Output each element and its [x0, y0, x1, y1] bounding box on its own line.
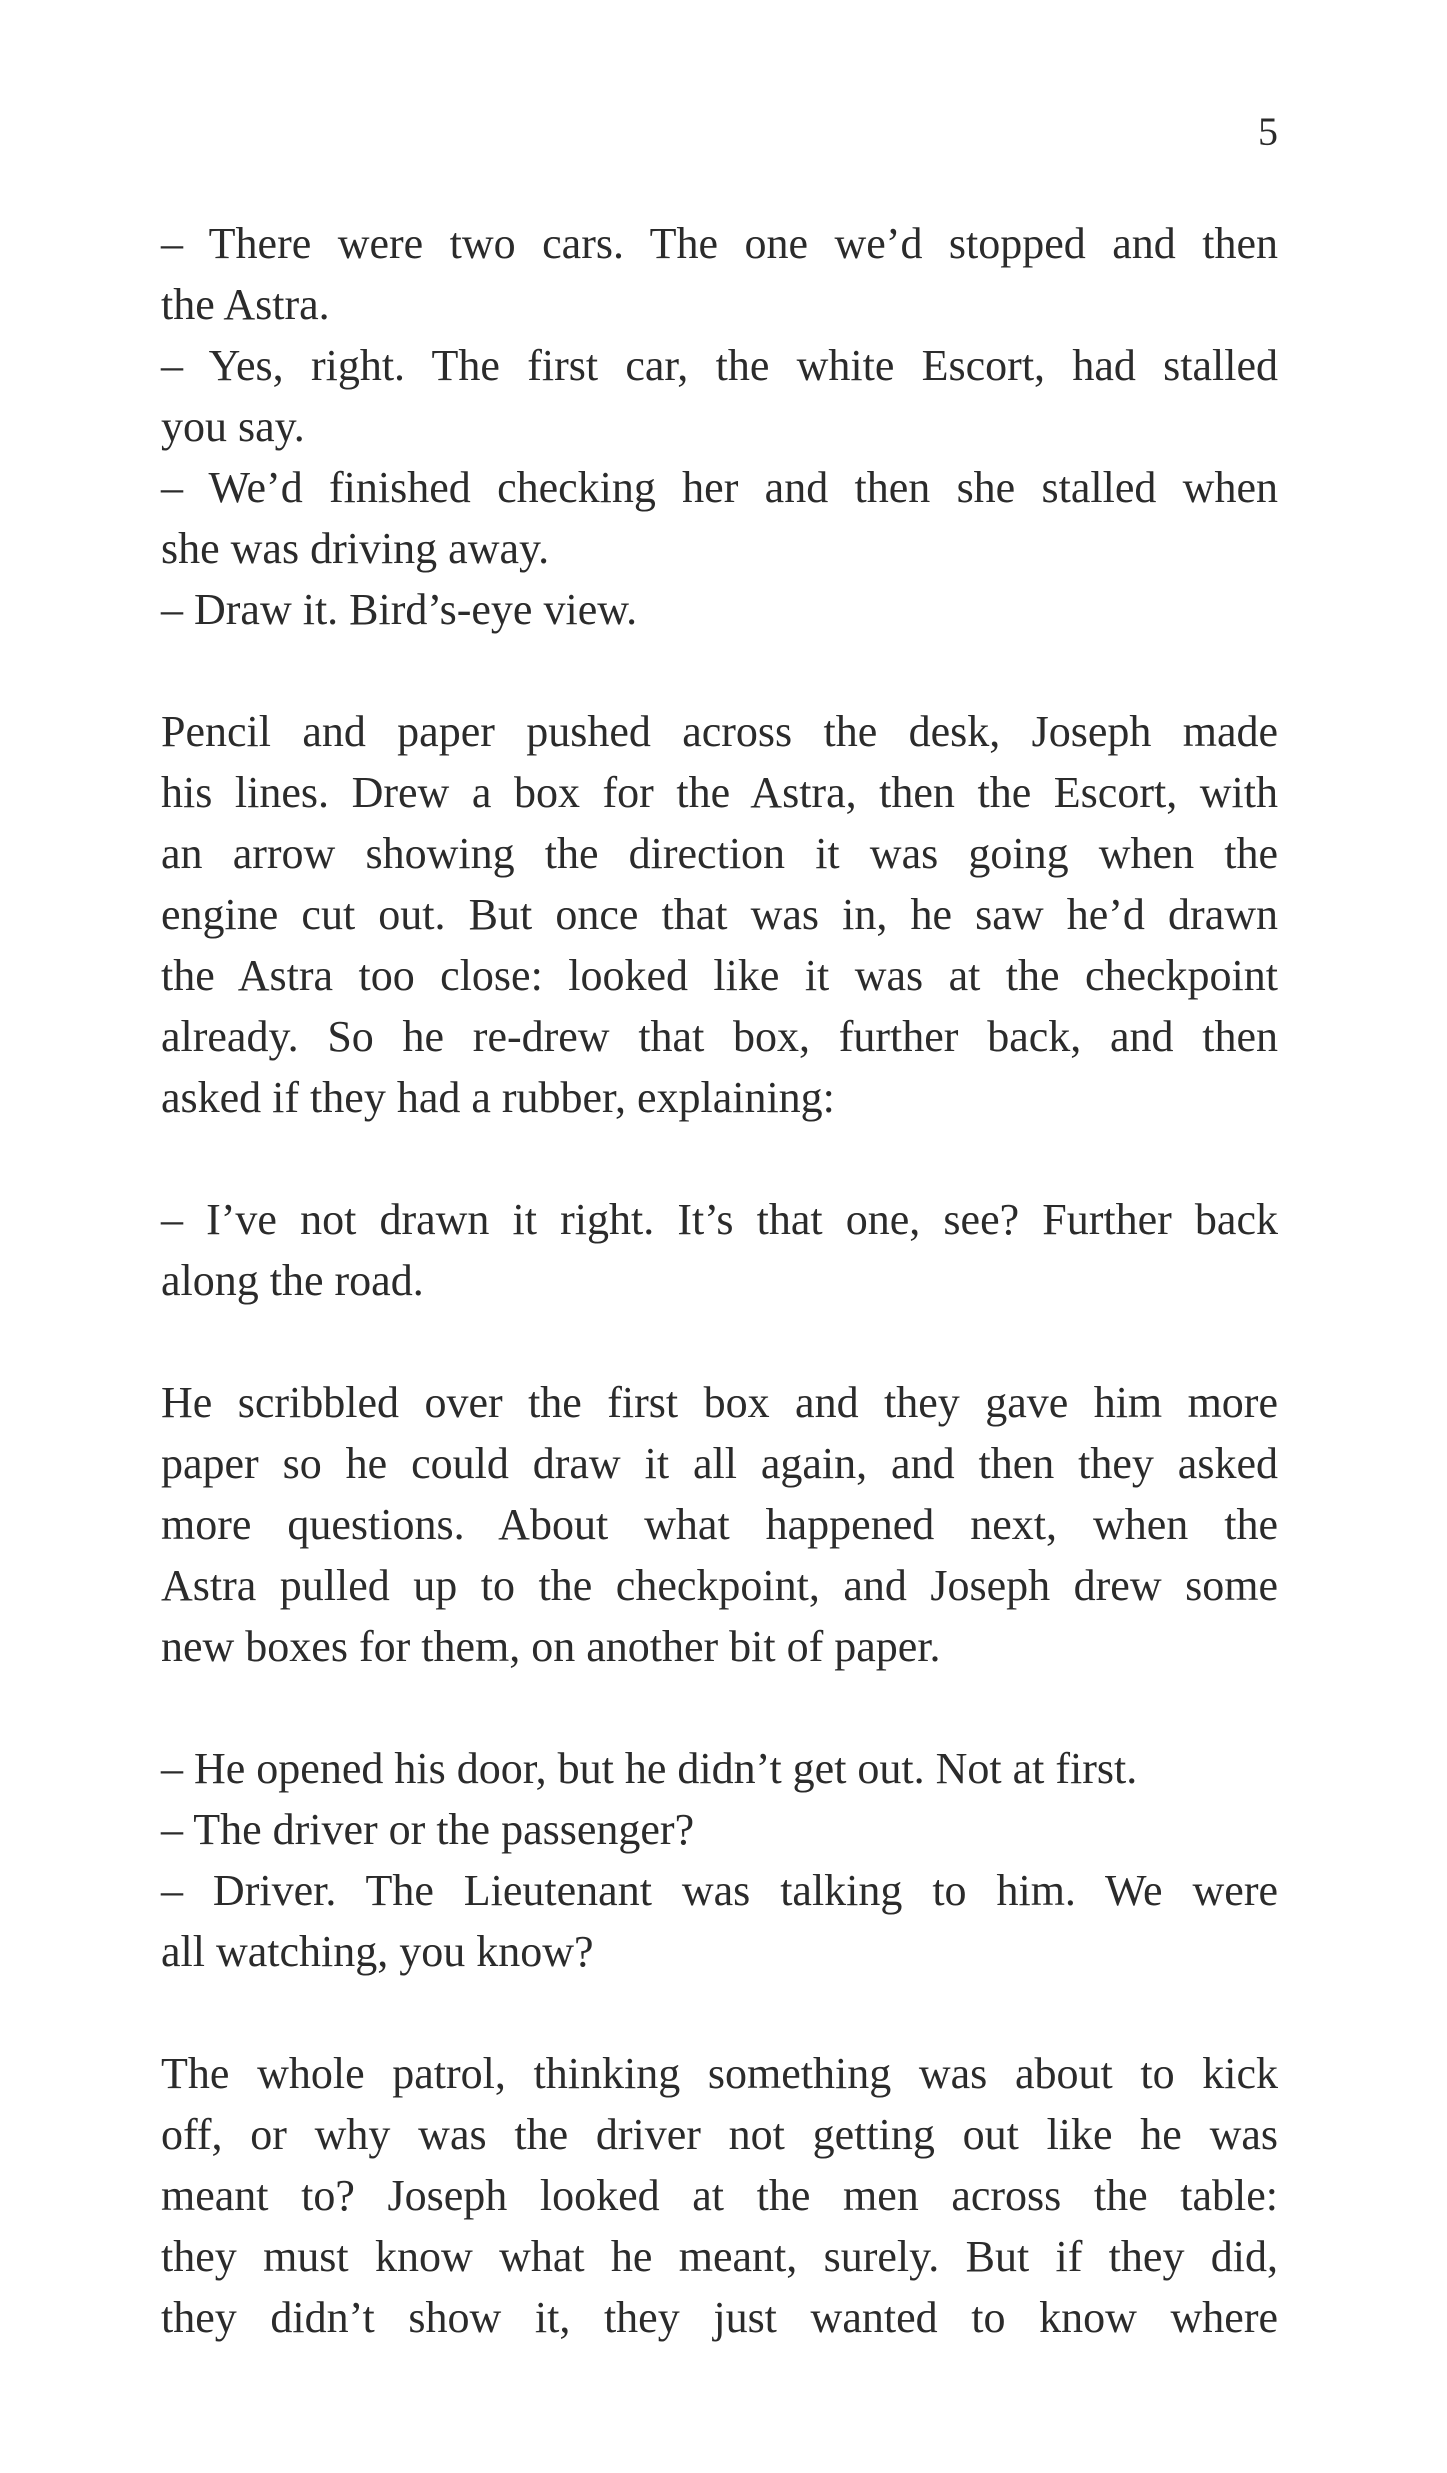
dialogue-line: – He opened his door, but he didn’t get out. Not at first.: [161, 1744, 1138, 1793]
paragraph-line: paper so he could draw it all again, and then they asked: [161, 1439, 1278, 1488]
paragraph-line: off, or why was the driver not getting out like he was: [161, 2110, 1278, 2159]
paragraph-line: Pencil and paper pushed across the desk, Joseph made: [161, 707, 1278, 756]
dialogue-line: all watching, you know?: [161, 1927, 594, 1976]
paragraph-line: already. So he re-drew that box, further back, and then: [161, 1012, 1278, 1061]
paragraph-line: He scribbled over the first box and they gave him more: [161, 1378, 1278, 1427]
paragraph-gap: [161, 1982, 1278, 2043]
paragraph-line: engine cut out. But once that was in, he saw he’d drawn: [161, 890, 1278, 939]
body-text: [161, 213, 1278, 2348]
dialogue-line: – We’d finished checking her and then she stalled when: [161, 463, 1278, 512]
dialogue-line: – Driver. The Lieutenant was talking to him. We were: [161, 1866, 1278, 1915]
page-number: 5: [1258, 109, 1278, 154]
dialogue-line: she was driving away.: [161, 524, 550, 573]
paragraph-gap: [161, 1128, 1278, 1189]
paragraph-line: new boxes for them, on another bit of paper.: [161, 1622, 941, 1671]
paragraph-gap: [161, 1677, 1278, 1738]
dialogue-line: – I’ve not drawn it right. It’s that one, see? Further back: [161, 1195, 1278, 1244]
paragraph-line: The whole patrol, thinking something was about to kick: [161, 2049, 1278, 2098]
paragraph-gap: [161, 640, 1278, 701]
dialogue-line: – Yes, right. The first car, the white Escort, had stalled: [161, 341, 1278, 390]
paragraph-line: they didn’t show it, they just wanted to know where: [161, 2293, 1278, 2342]
dialogue-line: – Draw it. Bird’s-eye view.: [161, 585, 638, 634]
paragraph-line: his lines. Drew a box for the Astra, then the Escort, with: [161, 768, 1278, 817]
paragraph-line: an arrow showing the direction it was going when the: [161, 829, 1278, 878]
paragraph-line: asked if they had a rubber, explaining:: [161, 1073, 835, 1122]
dialogue-line: you say.: [161, 402, 305, 451]
paragraph-line: more questions. About what happened next, when the: [161, 1500, 1278, 1549]
dialogue-line: – The driver or the passenger?: [161, 1805, 695, 1854]
dialogue-line: along the road.: [161, 1256, 424, 1305]
dialogue-line: the Astra.: [161, 280, 330, 329]
paragraph-line: they must know what he meant, surely. But if they did,: [161, 2232, 1278, 2281]
paragraph-line: Astra pulled up to the checkpoint, and Joseph drew some: [161, 1561, 1278, 1610]
dialogue-line: – There were two cars. The one we’d stopped and then: [161, 219, 1278, 268]
paragraph-gap: [161, 1311, 1278, 1372]
paragraph-line: meant to? Joseph looked at the men across the table:: [161, 2171, 1278, 2220]
paragraph-line: the Astra too close: looked like it was at the checkpoint: [161, 951, 1278, 1000]
